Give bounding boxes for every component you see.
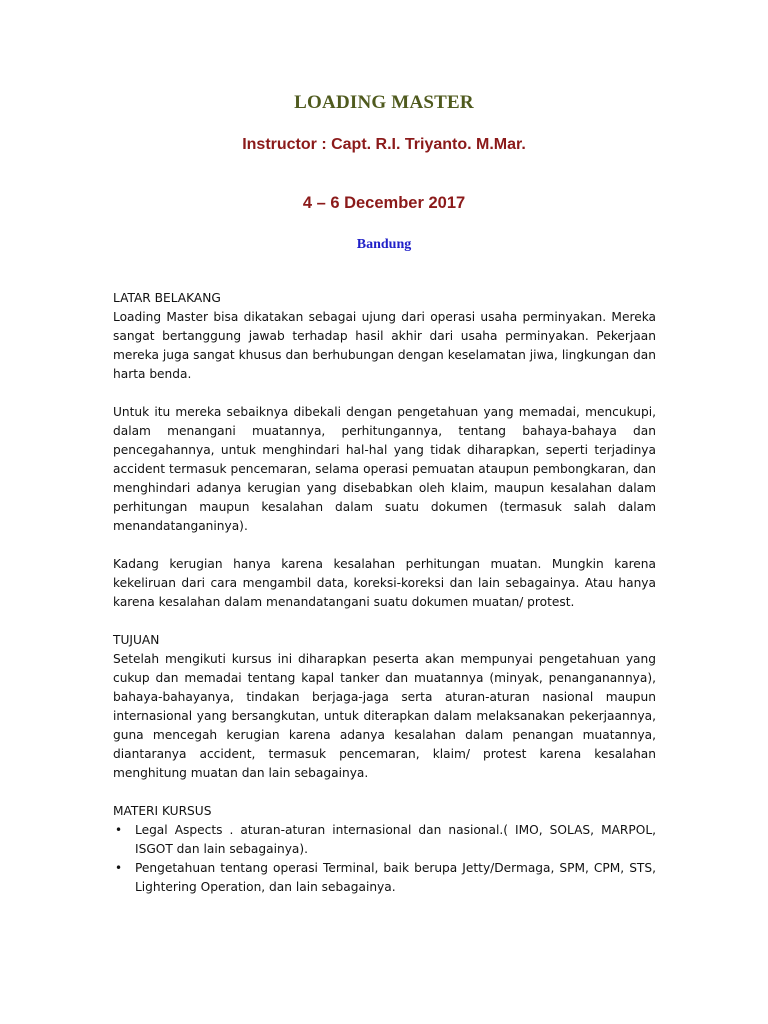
document-body xyxy=(113,289,656,897)
section-latar-belakang xyxy=(113,289,656,612)
bullet-icon: • xyxy=(115,861,123,875)
page-title: LOADING MASTER xyxy=(294,92,474,113)
paragraph: Untuk itu mereka sebaiknya dibekali dengan pengetahuan yang memadai, mencukupi, dalam menangani muatannya, perhitungannya, tentang bahaya-bahaya dan pencegahannya, untuk menghindari hal-hal yang tidak diharapkan, seperti terjadinya accident termasuk pencemaran, selama operasi pemuatan ataupun pembongkaran, dan menghindari adanya kerugian yang disebabkan oleh klaim, maupun kesalahan dalam perhitungan maupun kesalahan dalam suatu dokumen (termasuk salah dalam menandatanganinya). xyxy=(113,405,656,533)
section-materi-kursus xyxy=(113,802,656,897)
section-heading-tujuan: TUJUAN xyxy=(113,633,160,647)
course-date: 4 – 6 December 2017 xyxy=(302,194,466,212)
paragraph: Kadang kerugian hanya karena kesalahan perhitungan muatan. Mungkin karena kekeliruan dari cara mengambil data, koreksi-koreksi dan lain sebagainya. Atau hanya karena kesalahan dalam menandatangani suatu dokumen muatan/ protest. xyxy=(113,557,656,609)
bullet-icon: • xyxy=(115,823,123,837)
list-item xyxy=(113,859,656,897)
section-heading-latar-belakang: LATAR BELAKANG xyxy=(113,291,221,305)
paragraph-spacer xyxy=(113,384,656,403)
section-tujuan xyxy=(113,631,656,783)
section-spacer xyxy=(113,612,656,631)
instructor-line: Instructor : Capt. R.I. Triyanto. M.Mar. xyxy=(242,136,526,153)
paragraph-spacer xyxy=(113,536,656,555)
section-spacer xyxy=(113,783,656,802)
list-item xyxy=(113,821,656,859)
paragraph: Loading Master bisa dikatakan sebagai ujung dari operasi usaha perminyakan. Mereka sangat bertanggung jawab terhadap hasil akhir dari usaha perminyakan. Pekerjaan mereka juga sangat khusus dan berhubungan dengan keselamatan jiwa, lingkungan dan harta benda. xyxy=(113,310,656,381)
paragraph: Setelah mengikuti kursus ini diharapkan peserta akan mempunyai pengetahuan yang cukup dan memadai tentang kapal tanker dan muatannya (minyak, penanganannya), bahaya-bahayanya, tindakan berjaga-jaga serta aturan-aturan nasional maupun internasional yang bersangkutan, untuk diterapkan dalam melaksanakan pekerjaannya, guna mencegah kerugian karena adanya kesalahan dalam penangan muatannya, diantaranya accident, termasuk pencemaran, klaim/ protest karena kesalahan menghitung muatan dan lain sebagainya. xyxy=(113,652,656,780)
bullet-list xyxy=(113,821,656,897)
list-item-text: Legal Aspects . aturan-aturan internasional dan nasional.( IMO, SOLAS, MARPOL, ISGOT dan lain sebagainya). xyxy=(135,823,656,856)
course-location: Bandung xyxy=(356,237,412,252)
section-heading-materi-kursus: MATERI KURSUS xyxy=(113,804,212,818)
list-item-text: Pengetahuan tentang operasi Terminal, baik berupa Jetty/Dermaga, SPM, CPM, STS, Lightering Operation, dan lain sebagainya. xyxy=(135,861,656,894)
